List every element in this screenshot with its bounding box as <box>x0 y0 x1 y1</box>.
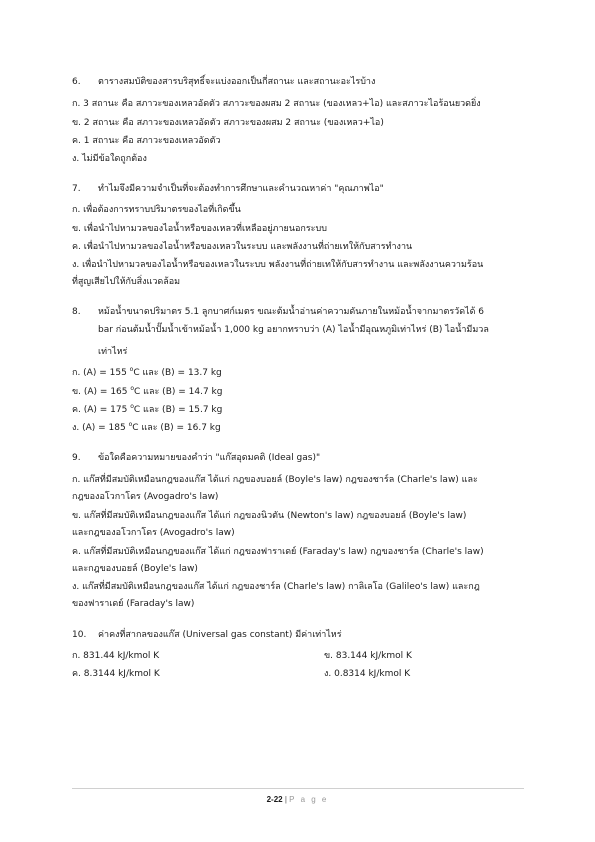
option-d: ง. ไม่มีข้อใดถูกต้อง <box>72 154 147 164</box>
option-c: ค. เพื่อนำไปหามวลของไอน้ำหรือของเหลวในระบบ และพลังงานที่ถ่ายเทให้กับสารทำงาน <box>72 242 413 252</box>
option-prefix: ง. (A) = 185 <box>72 423 129 433</box>
question-number: 7. <box>72 184 81 194</box>
question-text: ตารางสมบัติของสารบริสุทธิ์จะแบ่งออกเป็นกี่สถานะ และสถานะอะไรบ้าง <box>98 77 376 87</box>
question-number: 8. <box>72 307 81 317</box>
option-c: ค. แก๊สที่มีสมบัติเหมือนกฎของแก๊ส ได้แก่ กฎของฟาราเดย์ (Faraday's law) กฎของชาร์ล (Charle's law) <box>72 547 484 557</box>
option-suffix: C และ (B) = 16.7 kg <box>132 423 221 433</box>
degree-sign: o <box>130 403 134 410</box>
option-a <box>72 367 222 379</box>
option-a: ก. แก๊สที่มีสมบัติเหมือนกฎของแก๊ส ได้แก่ กฎของบอยล์ (Boyle's law) กฎของชาร์ล (Charle's law) และ <box>72 475 478 485</box>
question-text-line-1: หม้อน้ำขนาดปริมาตร 5.1 ลูกบาศก์เมตร ขณะต้มน้ำอ่านค่าความดันภายในหม้อน้ำจากมาตรวัดได้ 6 <box>98 307 485 317</box>
page-footer <box>0 795 595 805</box>
degree-sign: o <box>128 421 133 428</box>
option-c: ค. 8.3144 kJ/kmol K <box>72 669 160 679</box>
question-number: 9. <box>72 453 81 463</box>
question-number: 6. <box>72 77 81 87</box>
option-prefix: ก. (A) = 155 <box>72 368 130 378</box>
option-d: ง. เพื่อนำไปหามวลของไอน้ำหรือของเหลวในระบบ พลังงานที่ถ่ายเทให้กับสารทำงาน และพลังงานความร้อน <box>72 260 484 270</box>
option-b-continued: และกฎของอโวกาโดร (Avogadro's law) <box>72 528 235 538</box>
option-b: ข. แก๊สที่มีสมบัติเหมือนกฎของแก๊ส ได้แก่ กฎของนิวตัน (Newton's law) กฎของบอยล์ (Boyle's law) <box>72 511 467 521</box>
option-d <box>72 422 221 434</box>
degree-sign: o <box>130 385 135 392</box>
option-b: ข. 2 สถานะ คือ สภาวะของเหลวอัดตัว สภาวะของผสม 2 สถานะ (ของเหลว+ไอ) <box>72 118 384 128</box>
question-text-line-2: bar ก่อนต้มน้ำปั๊มน้ำเข้าหม้อน้ำ 1,000 kg อยากทราบว่า (A) ไอน้ำมีอุณหภูมิเท่าไหร่ (B) ไอน้ำมีมวล <box>98 325 489 335</box>
option-b: ข. เพื่อนำไปหามวลของไอน้ำหรือของเหลวที่เหลืออยู่ภายนอกระบบ <box>72 224 327 234</box>
question-text: ข้อใดคือความหมายของคำว่า "แก๊สอุดมคติ (Ideal gas)" <box>98 453 321 463</box>
page-number: 2-22 <box>266 795 283 804</box>
option-d: ง. 0.8314 kJ/kmol K <box>324 669 411 679</box>
option-a: ก. เพื่อต้องการทราบปริมาตรของไอที่เกิดขึ้น <box>72 205 241 215</box>
option-a: ก. 831.44 kJ/kmol K <box>72 651 160 661</box>
question-number: 10. <box>72 630 87 640</box>
option-c <box>72 404 222 416</box>
footer-divider <box>72 788 524 789</box>
option-d-continued: ที่สูญเสียไปให้กับสิ่งแวดล้อม <box>72 277 181 287</box>
footer-separator: | <box>284 795 287 804</box>
option-prefix: ข. (A) = 165 <box>72 387 131 397</box>
option-suffix: C และ (B) = 15.7 kg <box>133 405 223 415</box>
option-suffix: C และ (B) = 13.7 kg <box>133 368 222 378</box>
option-prefix: ค. (A) = 175 <box>72 405 131 415</box>
option-d: ง. แก๊สที่มีสมบัติเหมือนกฎของแก๊ส ได้แก่ กฎของชาร์ล (Charle's law) กาลิเลโอ (Galileo's law) และกฎ <box>72 582 480 592</box>
degree-sign: o <box>129 366 134 373</box>
question-text-line-3: เท่าไหร่ <box>98 347 128 357</box>
question-text: ค่าคงที่สากลของแก๊ส (Universal gas constant) มีค่าเท่าไหร่ <box>98 630 342 640</box>
option-b: ข. 83.144 kJ/kmol K <box>324 651 412 661</box>
question-text: ทำไมจึงมีความจำเป็นที่จะต้องทำการศึกษาและคำนวณหาค่า "คุณภาพไอ" <box>98 184 384 194</box>
option-a: ก. 3 สถานะ คือ สภาวะของเหลวอัดตัว สภาวะของผสม 2 สถานะ (ของเหลว+ไอ) และสภาวะไอร้อนยวดยิ่ง <box>72 99 481 109</box>
page-label: P a g e <box>289 795 329 804</box>
option-b <box>72 386 222 398</box>
option-d-continued: ของฟาราเดย์ (Faraday's law) <box>72 599 195 609</box>
option-c: ค. 1 สถานะ คือ สภาวะของเหลวอัดตัว <box>72 136 221 146</box>
option-a-continued: กฎของอโวกาโดร (Avogadro's law) <box>72 492 219 502</box>
option-suffix: C และ (B) = 14.7 kg <box>134 387 223 397</box>
option-c-continued: และกฎของบอยล์ (Boyle's law) <box>72 564 198 574</box>
